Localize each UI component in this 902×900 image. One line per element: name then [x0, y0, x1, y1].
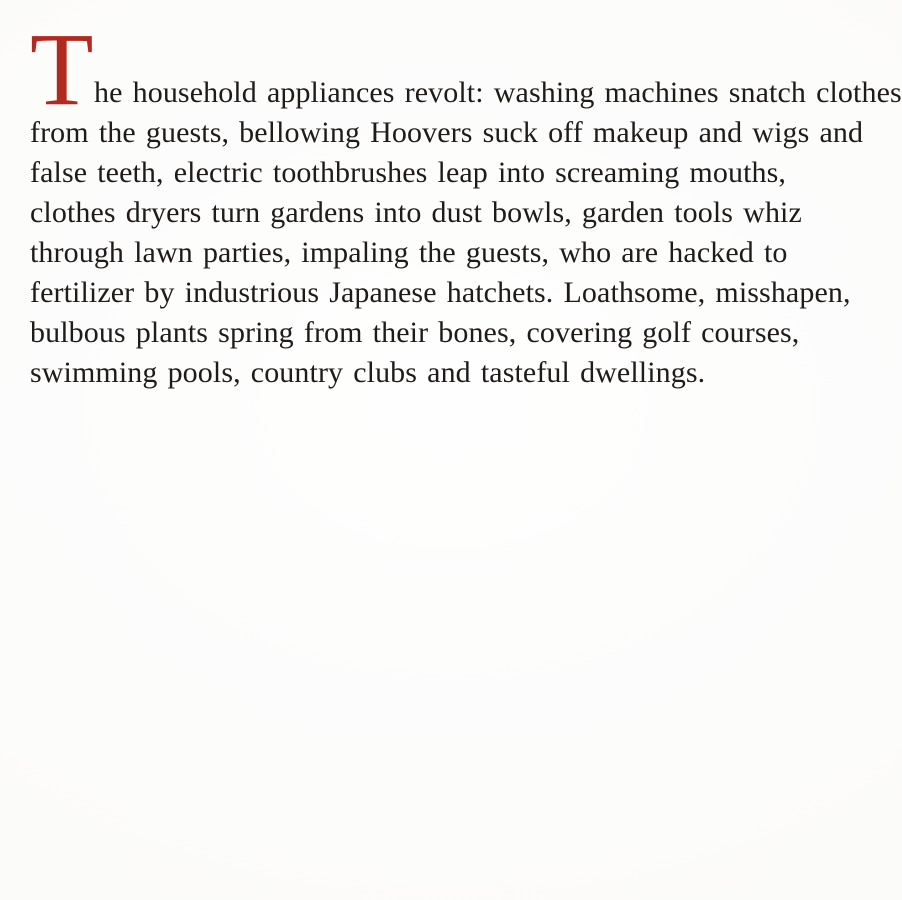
- text-line: through lawn parties, impaling the guests, who are hacked to: [30, 236, 788, 269]
- paragraph: [30, 12, 902, 393]
- text-line: bulbous plants spring from their bones, covering golf courses,: [30, 316, 800, 349]
- text-line: clothes dryers turn gardens into dust bowls, garden tools whiz: [30, 196, 802, 229]
- text-line: swimming pools, country clubs and tasteful dwellings.: [30, 356, 706, 389]
- text-line-content: he household appliances revolt: washing machines snatch clothes: [94, 76, 902, 109]
- text-line: [30, 12, 902, 127]
- drop-cap-initial: T: [30, 12, 94, 127]
- text-line: fertilizer by industrious Japanese hatchets. Loathsome, misshapen,: [30, 276, 851, 309]
- text-line: from the guests, bellowing Hoovers suck off makeup and wigs and: [30, 116, 864, 149]
- text-line: false teeth, electric toothbrushes leap into screaming mouths,: [30, 156, 786, 189]
